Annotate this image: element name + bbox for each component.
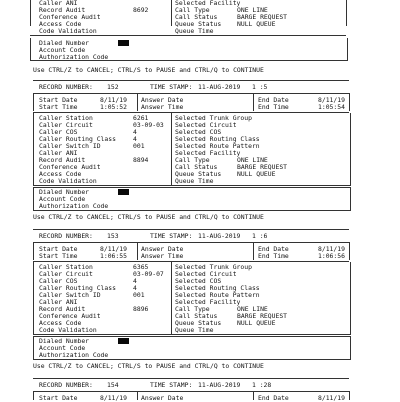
end-time-label: End Time	[258, 252, 289, 260]
field-label: Queue Status	[175, 319, 222, 327]
date-box-divider	[253, 242, 254, 260]
field-value: BARGE REQUEST	[237, 13, 288, 21]
answer-date-label: Answer Date	[141, 96, 184, 104]
field-value: 001	[133, 142, 145, 150]
field-label: Queue Time	[175, 27, 214, 35]
time-stamp-value: 11-AUG-2019	[198, 232, 241, 240]
field-label: Caller ANI	[39, 0, 78, 7]
field-box-bottom	[30, 35, 346, 36]
start-date: 8/11/19	[100, 245, 127, 253]
field-value: 4	[133, 284, 137, 292]
end-time: 1:05:54	[318, 103, 345, 111]
record-number-label: RECORD NUMBER:	[39, 381, 93, 389]
field-label: Conference Audit	[39, 312, 101, 320]
field-value: 4	[133, 277, 137, 285]
field-label: Caller Switch ID	[39, 142, 101, 150]
rule	[33, 93, 349, 94]
date-box-border	[349, 93, 350, 111]
field-label: Caller Station	[39, 114, 93, 122]
date-box-divider	[137, 93, 138, 111]
field-label: Selected Routing Class	[175, 284, 260, 292]
time-stamp-value: 11-AUG-2019	[198, 83, 241, 91]
field-value: 8692	[133, 6, 149, 14]
field-label: Caller Station	[39, 263, 93, 271]
dial-label: Authorization Code	[39, 53, 109, 61]
dial-label: Dialed Number	[39, 337, 90, 345]
field-label: Call Type	[175, 156, 210, 164]
dial-label: Account Code	[39, 46, 86, 54]
field-label: Caller Routing Class	[39, 284, 116, 292]
field-label: Code Validation	[39, 326, 97, 334]
field-label: Selected Facility	[175, 0, 241, 7]
field-value: 6365	[133, 263, 149, 271]
date-box-divider	[253, 93, 254, 111]
rule	[33, 391, 349, 392]
field-label: Caller Routing Class	[39, 135, 116, 143]
field-label: Selected Facility	[175, 298, 241, 306]
date-box-border	[33, 93, 34, 111]
field-label: Caller ANI	[39, 149, 78, 157]
control-prompt: Use CTRL/Z to CANCEL; CTRL/S to PAUSE and CTRL/Q to CONTINUE	[33, 66, 264, 74]
end-date-label: End Date	[258, 96, 289, 104]
end-time-label: End Time	[258, 103, 289, 111]
end-date-label: End Date	[258, 394, 289, 402]
field-label: Call Type	[175, 305, 210, 313]
record-number: 153	[107, 232, 119, 240]
field-value: BARGE REQUEST	[237, 163, 288, 171]
time-stamp-extra: 1 :28	[252, 381, 272, 389]
record-number: 152	[107, 83, 119, 91]
field-label: Caller COS	[39, 128, 78, 136]
field-label: Record Audit	[39, 305, 86, 313]
rule	[33, 80, 349, 81]
start-time-label: Start Time	[39, 252, 78, 260]
field-box-divider	[171, 113, 172, 185]
dial-label: Authorization Code	[39, 202, 109, 210]
field-label: Record Audit	[39, 6, 86, 14]
record-number-label: RECORD NUMBER:	[39, 83, 93, 91]
field-label: Code Validation	[39, 177, 97, 185]
field-label: Access Code	[39, 170, 82, 178]
start-date-label: Start Date	[39, 394, 78, 402]
dial-label: Dialed Number	[39, 39, 90, 47]
field-value: 6261	[133, 114, 149, 122]
field-label: Record Audit	[39, 156, 86, 164]
field-label: Selected COS	[175, 277, 222, 285]
end-date: 8/11/19	[318, 245, 345, 253]
start-date: 8/11/19	[100, 394, 127, 402]
field-label: Selected Trunk Group	[175, 263, 252, 271]
dial-label: Account Code	[39, 344, 86, 352]
field-value: ONE LINE	[237, 305, 268, 313]
record-number-label: RECORD NUMBER:	[39, 232, 93, 240]
end-date-label: End Date	[258, 245, 289, 253]
answer-time-label: Answer Time	[141, 103, 184, 111]
date-box-divider	[137, 391, 138, 400]
field-label: Selected Circuit	[175, 121, 237, 129]
field-label: Selected Route Pattern	[175, 142, 260, 150]
start-date: 8/11/19	[100, 96, 127, 104]
field-box-divider	[171, 0, 172, 26]
field-label: Selected Facility	[175, 149, 241, 157]
field-value: ONE LINE	[237, 6, 268, 14]
field-label: Queue Status	[175, 20, 222, 28]
field-label: Access Code	[39, 319, 82, 327]
dial-label: Account Code	[39, 195, 86, 203]
field-value: 4	[133, 135, 137, 143]
field-value: 8894	[133, 156, 149, 164]
dial-label: Dialed Number	[39, 188, 90, 196]
answer-time-label: Answer Time	[141, 252, 184, 260]
field-label: Selected Circuit	[175, 270, 237, 278]
field-label: Call Status	[175, 163, 218, 171]
time-stamp-label: TIME STAMP:	[150, 83, 193, 91]
field-value: NULL QUEUE	[237, 319, 276, 327]
field-value: 4	[133, 128, 137, 136]
date-box-border	[33, 391, 34, 400]
field-value: 8896	[133, 305, 149, 313]
control-prompt: Use CTRL/Z to CANCEL; CTRL/S to PAUSE and CTRL/Q to CONTINUE	[33, 213, 264, 221]
field-label: Caller Switch ID	[39, 291, 101, 299]
start-date-label: Start Date	[39, 245, 78, 253]
start-date-label: Start Date	[39, 96, 78, 104]
field-value: NULL QUEUE	[237, 20, 276, 28]
field-label: Queue Time	[175, 326, 214, 334]
time-stamp-label: TIME STAMP:	[150, 381, 193, 389]
record-number: 154	[107, 381, 119, 389]
date-box-border	[349, 242, 350, 260]
start-time-label: Start Time	[39, 103, 78, 111]
field-value: NULL QUEUE	[237, 170, 276, 178]
rule	[33, 242, 349, 243]
time-stamp-extra: 1 :5	[252, 83, 268, 91]
field-label: Call Status	[175, 13, 218, 21]
field-value: 03-09-03	[133, 121, 164, 129]
time-stamp-value: 11-AUG-2019	[198, 381, 241, 389]
rule	[33, 229, 349, 230]
field-label: Selected Trunk Group	[175, 114, 252, 122]
date-box-border	[33, 242, 34, 260]
time-stamp-extra: 1 :6	[252, 232, 268, 240]
field-label: Queue Status	[175, 170, 222, 178]
end-date: 8/11/19	[318, 394, 345, 402]
field-value: BARGE REQUEST	[237, 312, 288, 320]
field-label: Conference Audit	[39, 13, 101, 21]
start-time: 1:06:55	[100, 252, 127, 260]
field-label: Caller Circuit	[39, 121, 93, 129]
redaction-bar	[118, 40, 129, 46]
field-label: Call Type	[175, 6, 210, 14]
field-label: Selected Route Pattern	[175, 291, 260, 299]
redaction-bar	[118, 189, 129, 195]
field-label: Code Validation	[39, 27, 97, 35]
answer-date-label: Answer Date	[141, 245, 184, 253]
field-box-right-border	[346, 0, 347, 26]
start-time: 1:05:52	[100, 103, 127, 111]
field-value: ONE LINE	[237, 156, 268, 164]
answer-date-label: Answer Date	[141, 394, 184, 402]
date-box-border	[349, 391, 350, 400]
date-box-divider	[137, 242, 138, 260]
date-box-divider	[253, 391, 254, 400]
field-label: Selected COS	[175, 128, 222, 136]
time-stamp-label: TIME STAMP:	[150, 232, 193, 240]
field-label: Access Code	[39, 20, 82, 28]
control-prompt: Use CTRL/Z to CANCEL; CTRL/S to PAUSE and CTRL/Q to CONTINUE	[33, 362, 264, 370]
field-label: Conference Audit	[39, 163, 101, 171]
field-label: Selected Routing Class	[175, 135, 260, 143]
rule	[33, 378, 349, 379]
field-label: Queue Time	[175, 177, 214, 185]
redaction-bar	[118, 338, 129, 344]
field-label: Call Status	[175, 312, 218, 320]
end-time: 1:06:56	[318, 252, 345, 260]
field-label: Caller COS	[39, 277, 78, 285]
end-date: 8/11/19	[318, 96, 345, 104]
field-box-left-border	[30, 0, 31, 26]
field-label: Caller Circuit	[39, 270, 93, 278]
field-value: 03-09-07	[133, 270, 164, 278]
field-label: Caller ANI	[39, 298, 78, 306]
field-value: 001	[133, 291, 145, 299]
dial-label: Authorization Code	[39, 351, 109, 359]
field-box-divider	[171, 262, 172, 334]
